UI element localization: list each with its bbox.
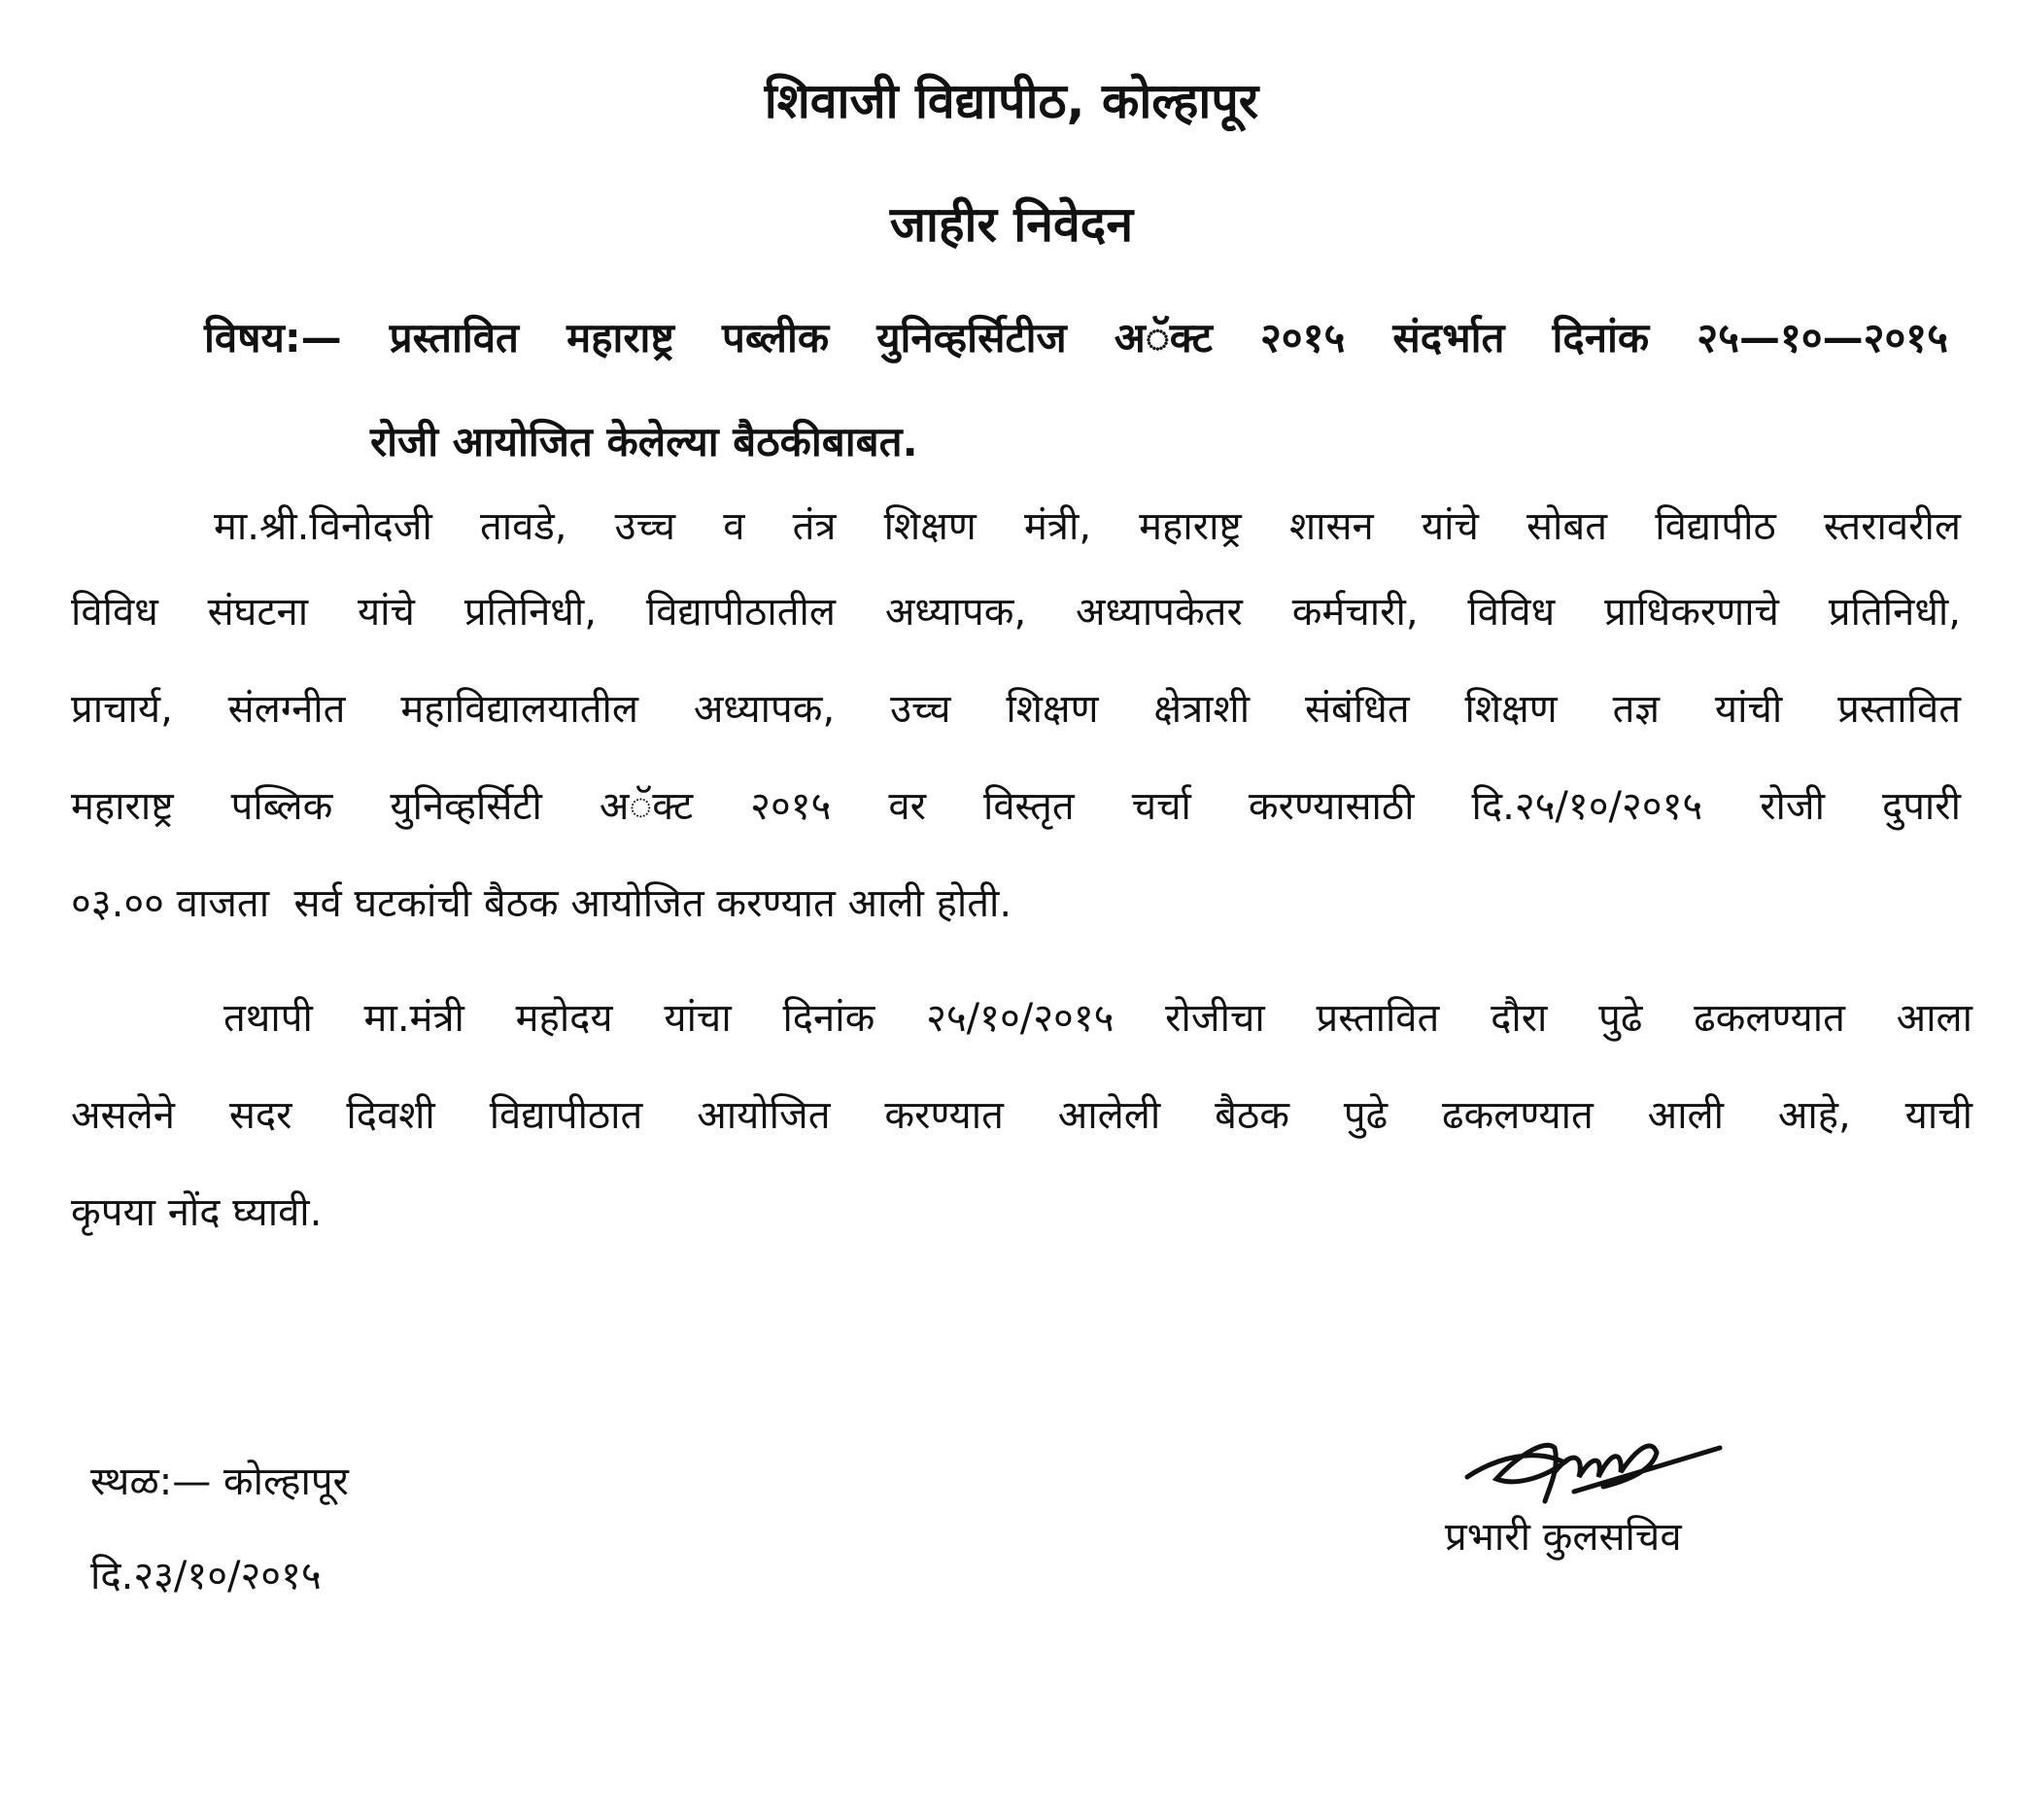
- subject-line-2: रोजी आयोजित केलेल्या बैठकीबाबत.: [370, 418, 918, 465]
- subject-line-1: विषय:— प्रस्तावित महाराष्ट्र पब्लीक युनिव्हर्सिटीज अॅक्ट २०१५ संदर्भात दिनांक २५—१०—२०१५: [204, 314, 1948, 361]
- paragraph2-line: असलेने सदर दिवशी विद्यापीठात आयोजित करण्यात आलेली बैठक पुढे ढकलण्यात आली आहे, याची: [71, 1093, 1972, 1138]
- paragraph2-line: तथापी मा.मंत्री महोदय यांचा दिनांक २५/१०/२०१५ रोजीचा प्रस्तावित दौरा पुढे ढकलण्यात आला: [223, 996, 1972, 1041]
- paragraph1-line: विविध संघटना यांचे प्रतिनिधी, विद्यापीठातील अध्यापक, अध्यापकेतर कर्मचारी, विविध प्राधिकरणाचे प्रतिनिधी,: [71, 590, 1961, 635]
- notice-title: जाहीर निवेदन: [889, 196, 1134, 253]
- signature-image: [1457, 1419, 1730, 1516]
- paragraph1-line: मा.श्री.विनोदजी तावडे, उच्च व तंत्र शिक्षण मंत्री, महाराष्ट्र शासन यांचे सोबत विद्यापीठ स्तरावरील: [214, 504, 1961, 549]
- paragraph1-line: प्राचार्य, संलग्नीत महाविद्यालयातील अध्यापक, उच्च शिक्षण क्षेत्राशी संबंधित शिक्षण तज्ञ यांची प्रस्तावित: [71, 687, 1961, 732]
- paragraph2-line: कृपया नोंद घ्यावी.: [71, 1190, 323, 1235]
- institution-heading: शिवाजी विद्यापीठ, कोल्हापूर: [764, 73, 1259, 129]
- date-label: दि.२३/१०/२०१५: [90, 1554, 322, 1598]
- designation-label: प्रभारी कुलसचिव: [1445, 1515, 1682, 1560]
- paragraph1-line: ०३.०० वाजता सर्व घटकांची बैठक आयोजित करण्यात आली होती.: [71, 881, 1012, 926]
- place-label: स्थळ:— कोल्हापूर: [90, 1459, 349, 1504]
- paragraph1-line: महाराष्ट्र पब्लिक युनिव्हर्सिटी अॅक्ट २०१५ वर विस्तृत चर्चा करण्यासाठी दि.२५/१०/२०१५ रोजी दुपारी: [71, 784, 1961, 829]
